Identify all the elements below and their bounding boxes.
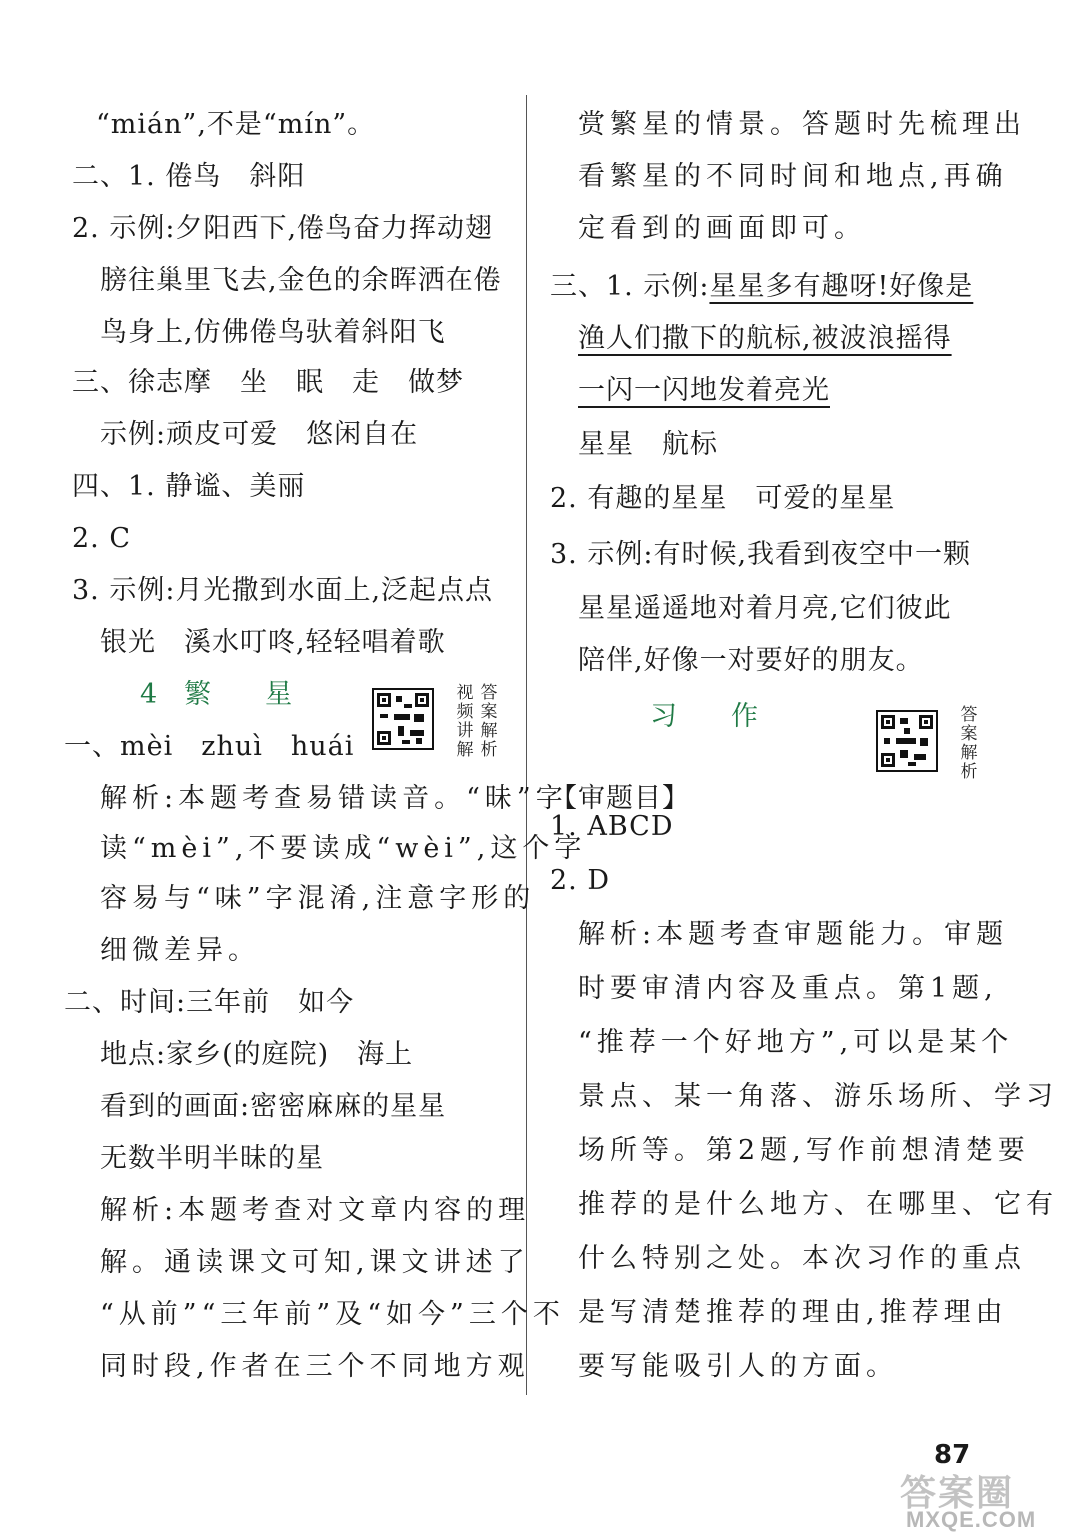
answer-prefix: 三、1. 示例:: [550, 271, 710, 302]
answer-line: 2. D: [550, 865, 610, 896]
explanation-line: 是写清楚推荐的理由,推荐理由: [578, 1297, 1008, 1328]
explanation-line: 容易与“味”字混淆,注意字形的: [100, 883, 536, 914]
answer-line: 三、徐志摩 坐 眠 走 做梦: [72, 367, 464, 398]
qr-code[interactable]: [876, 710, 938, 772]
qr-label-video: 视频讲解: [456, 683, 474, 760]
answer-line: 四、1. 静谧、美丽: [72, 471, 306, 502]
answer-line: 星星 航标: [578, 429, 718, 460]
answer-line: 膀往巢里飞去,金色的余晖洒在倦: [100, 265, 502, 296]
explanation-line: 赏繁星的情景。答题时先梳理出: [578, 109, 1026, 140]
answer-line: 二、时间:三年前 如今: [64, 987, 355, 1018]
answer-line: 2. 示例:夕阳西下,倦鸟奋力挥动翅: [72, 213, 494, 244]
answer-line: 鸟身上,仿佛倦鸟驮着斜阳飞: [100, 317, 446, 348]
watermark-logo: [900, 1465, 1076, 1535]
answer-line: 无数半明半昧的星: [100, 1143, 324, 1174]
answer-line: 陪伴,好像一对要好的朋友。: [578, 645, 924, 676]
explanation-line: 细微差异。: [100, 935, 260, 966]
answer-line: 1. ABCD: [550, 811, 674, 842]
qr-code[interactable]: [372, 688, 434, 750]
section-title-fanxing: 4 繁 星: [140, 679, 293, 710]
qr-label-answer: 答案解析: [480, 683, 498, 760]
explanation-line: “推荐一个好地方”,可以是某个: [578, 1027, 1014, 1058]
explanation-line: 场所等。第2题,写作前想清楚要: [578, 1135, 1030, 1166]
underlined-sentence: 一闪一闪地发着亮光: [578, 375, 830, 406]
explanation-line: 解。通读课文可知,课文讲述了: [100, 1247, 530, 1278]
section-title-xizuo: 习 作: [650, 701, 758, 732]
answer-line: 地点:家乡(的庭院) 海上: [100, 1039, 414, 1070]
answer-line: 看到的画面:密密麻麻的星星: [100, 1091, 447, 1122]
explanation-line: 定看到的画面即可。: [578, 213, 866, 244]
watermark-url: MXQE.COM: [906, 1507, 1037, 1532]
answer-line: [550, 270, 973, 304]
answer-line: “mián”,不是“mín”。: [96, 109, 376, 140]
explanation-line: 解析:本题考查审题能力。审题: [578, 919, 1009, 950]
explanation-line: “从前”“三年前”及“如今”三个不: [100, 1299, 565, 1330]
page-number: 87: [934, 1440, 971, 1470]
qr-label-answer: 答案解析: [960, 705, 978, 782]
explanation-line: 看繁星的不同时间和地点,再确: [578, 161, 1008, 192]
explanation-line: 要写能吸引人的方面。: [578, 1351, 898, 1382]
answer-line: 3. 示例:月光撒到水面上,泛起点点: [72, 575, 494, 606]
explanation-line: 同时段,作者在三个不同地方观: [100, 1351, 530, 1382]
answer-line: 星星遥遥地对着月亮,它们彼此: [578, 593, 952, 624]
subsection-title: 【审题目】: [550, 783, 690, 814]
explanation-line: 景点、某一角落、游乐场所、学习: [578, 1081, 1058, 1112]
underlined-sentence: 渔人们撒下的航标,被波浪摇得: [578, 323, 952, 354]
explanation-line: 什么特别之处。本次习作的重点: [578, 1243, 1026, 1274]
explanation-line: 推荐的是什么地方、在哪里、它有: [578, 1189, 1058, 1220]
explanation-line: 读“mèi”,不要读成“wèi”,这个字: [100, 833, 587, 864]
underlined-sentence: 星星多有趣呀!好像是: [709, 271, 974, 302]
explanation-line: 解析:本题考查对文章内容的理: [100, 1195, 531, 1226]
answer-line: 2. C: [72, 523, 132, 554]
answer-line: 一、mèi zhuì huái: [64, 731, 355, 762]
answer-line: 二、1. 倦鸟 斜阳: [72, 161, 306, 192]
answer-line: 2. 有趣的星星 可爱的星星: [550, 483, 896, 514]
answer-line: 银光 溪水叮咚,轻轻唱着歌: [100, 627, 446, 658]
answer-line: 示例:顽皮可爱 悠闲自在: [100, 419, 419, 450]
explanation-line: 解析:本题考查易错读音。“昧”字: [100, 783, 568, 814]
explanation-line: 时要审清内容及重点。第1题,: [578, 973, 998, 1004]
watermark-top: 答案圈: [900, 1472, 1015, 1513]
answer-line: 3. 示例:有时候,我看到夜空中一颗: [550, 539, 972, 570]
